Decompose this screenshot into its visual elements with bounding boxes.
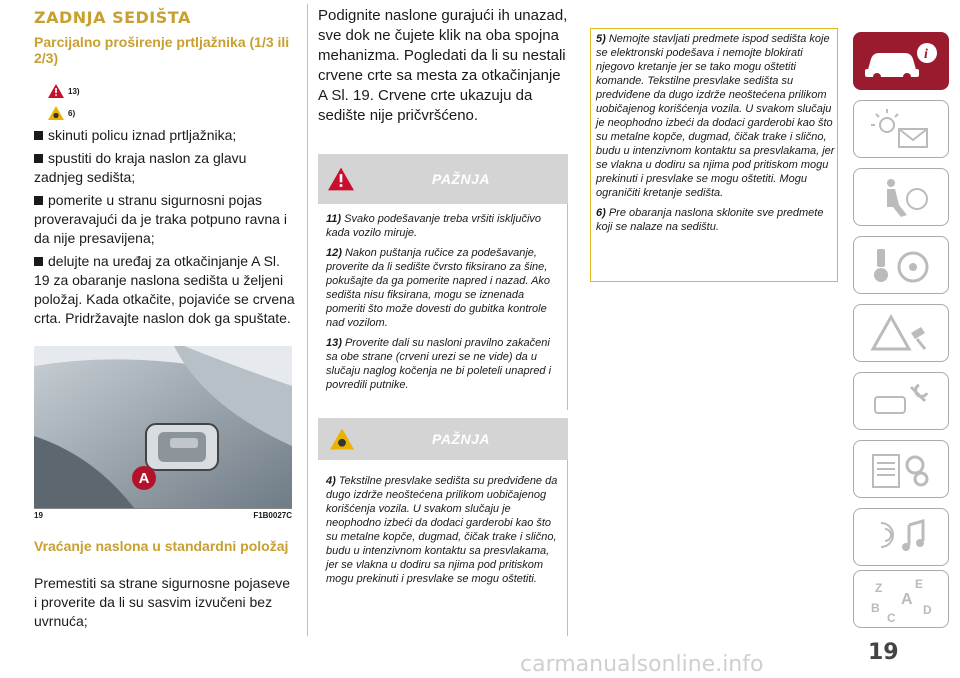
- callout-a-label: A: [138, 469, 150, 487]
- warning-triangle-icon: [328, 167, 354, 191]
- svg-text:i: i: [924, 47, 928, 62]
- note-item: [596, 32, 836, 200]
- checkbox-bullet-icon: [34, 196, 43, 205]
- step-item: [34, 252, 296, 328]
- alphabet-index-icon: [861, 574, 941, 624]
- subtitle-restore: Vraćanje naslona u standardni položaj: [34, 538, 289, 554]
- step-item: [34, 126, 296, 145]
- warning-item: [326, 246, 564, 330]
- warning-ref-1: [48, 84, 80, 98]
- step-item: [34, 191, 296, 248]
- svg-text:E: E: [915, 577, 924, 591]
- figure-caption: [34, 508, 292, 520]
- warning-header-2: [318, 418, 568, 460]
- warning-item: [326, 336, 564, 392]
- service-gear-icon: [861, 447, 941, 491]
- warning-title: PAŽNJA: [432, 171, 490, 187]
- dashboard-lights-icon: [861, 107, 941, 151]
- sidebar-tab-technical[interactable]: [853, 440, 949, 498]
- checkbox-bullet-icon: [34, 257, 43, 266]
- restore-paragraph-2: Podignite naslone gurajući ih unazad, sve dok ne čujete klik na oba spojna mehanizma. Pogledati da li su nestali crvene crte sa mesta za otkačinjanje A Sl. 19. Crvene crte ukazuju da sedište nije pričvršćeno.: [318, 7, 568, 124]
- note-item-text: Nemojte stavljati predmete ispod sedišta koje se elektronski podešava i nemojte blokirati njegovo kretanje jer se tako mogu oštetiti komande. Tekstilne presvlake sedišta su predviđene da dugo izdrže neoštećena prilikom uobičajenog korišćenja vozila. U svakom slučaju je neophodno izbeći da dodaci garderobi kao što su metalne kopče, dugmad, čičak trake i slično, budu u intenzivnom kontaktu sa presvlakama, jer se vlakna u dodiru sa njima pod pritiskom mogu prekinuti i presvlake se mogu oštetiti. Mogu ograničiti kretanje sedišta.: [596, 33, 835, 199]
- car-info-icon: [861, 39, 941, 83]
- figure-number: 19: [34, 511, 43, 520]
- watermark: carmanualsonline.info: [520, 652, 764, 677]
- notes-body: [596, 32, 836, 240]
- step-text: pomerite u stranu sigurnosni pojas proveravajući da je traka potpuno ravna i da nije presavijena;: [34, 192, 287, 246]
- figure-code: F1B0027C: [253, 511, 292, 520]
- sidebar-tab-car-info[interactable]: [853, 32, 949, 90]
- warning-header-1: [318, 154, 568, 204]
- sidebar-tab-index[interactable]: [853, 570, 949, 628]
- warning-item-num: 13): [326, 337, 342, 349]
- warning-body-2: [326, 474, 560, 592]
- section-title: ZADNJA SEDIŠTA: [34, 8, 191, 27]
- key-steering-icon: [861, 243, 941, 287]
- music-nav-icon: [861, 515, 941, 559]
- warning-item-num: 4): [326, 475, 336, 487]
- warning-ref-label: 6): [68, 108, 76, 118]
- step-text: skinuti policu iznad prtljažnika;: [48, 127, 237, 143]
- warning-triangle-icon: [48, 84, 64, 98]
- sidebar-tab-starting[interactable]: [853, 236, 949, 294]
- warning-ref-label: 13): [68, 86, 80, 96]
- warning-item: [326, 212, 564, 240]
- callout-a: [132, 466, 156, 490]
- seat-release-illustration: [34, 346, 292, 508]
- warning-item-text: Tekstilne presvlake sedišta su predviđene da dugo izdrže neoštećena prilikom uobičajenog korišćenja vozila. U svakom slučaju je neophodno izbeći da dodaci garderobi kao što su metalne kopče, dugmad, čičak trake i slično, budu u intenzivnom kontaktu sa presvlakama, jer se vlakna u dodiru sa njima pod pritiskom mogu prekinuti i presvlake se mogu oštetiti.: [326, 475, 558, 585]
- caution-triangle-icon: [330, 428, 354, 450]
- tools-car-icon: [861, 379, 941, 423]
- checkbox-bullet-icon: [34, 131, 43, 140]
- sidebar-tab-dashboard[interactable]: [853, 100, 949, 158]
- subtitle: Parcijalno proširenje prtljažnika (1/3 ili 2/3): [34, 34, 290, 66]
- sidebar-tab-safety[interactable]: [853, 168, 949, 226]
- seat-release-figure: [34, 346, 292, 508]
- airbag-seat-icon: [861, 175, 941, 219]
- svg-text:A: A: [901, 591, 913, 608]
- step-text: delujte na uređaj za otkačinjanje A Sl. 19 za obaranje naslona sedišta u željeni položaj. Kada otkačite, pojaviće se crvena crta. Pridržavajte naslon dok ga spuštate.: [34, 253, 295, 326]
- sidebar-tab-maintenance[interactable]: [853, 372, 949, 430]
- sidebar-tab-emergency[interactable]: [853, 304, 949, 362]
- warning-item-num: 12): [326, 247, 342, 259]
- warning-item-text: Proverite dali su nasloni pravilno zakačeni sa obe strane (crveni urezi se ne vide) da u slučaju naglog kočenja ne bi poleteli unapred i povredili putnike.: [326, 337, 552, 391]
- warning-item-num: 11): [326, 213, 342, 225]
- sidebar-tab-multimedia[interactable]: [853, 508, 949, 566]
- warning-item-text: Nakon puštanja ručice za podešavanje, proverite da li sedište čvrsto fiksirano za šine, pokušajte da ga pomerite napred i nazad. Ako sedišta nisu fiksirana, mogu se iznenada pomeriti što može dovesti do gubitka kontrole nad vozilom.: [326, 247, 551, 329]
- warning-box-border: [567, 204, 568, 410]
- warning-ref-2: [48, 106, 75, 120]
- column-divider: [307, 4, 308, 636]
- note-item-text: Pre obaranja naslona sklonite sve predmete koji se nalaze na sedištu.: [596, 207, 824, 233]
- step-text: spustiti do kraja naslon za glavu zadnjeg sedišta;: [34, 150, 247, 185]
- warning-item-text: Svako podešavanje treba vršiti isključivo kada vozilo miruje.: [326, 213, 542, 239]
- caution-triangle-icon: [48, 106, 64, 120]
- step-item: [34, 149, 296, 187]
- warning-body-1: [326, 212, 564, 398]
- page-number: 19: [868, 640, 899, 665]
- svg-text:D: D: [923, 603, 932, 617]
- warning-title: PAŽNJA: [432, 431, 490, 447]
- note-item-num: 6): [596, 207, 606, 219]
- note-item: [596, 206, 836, 234]
- steps-list: [34, 126, 296, 332]
- svg-text:B: B: [871, 601, 880, 615]
- note-item-num: 5): [596, 33, 606, 45]
- checkbox-bullet-icon: [34, 154, 43, 163]
- svg-text:Z: Z: [875, 581, 883, 595]
- svg-text:C: C: [887, 611, 896, 624]
- warning-item: [326, 474, 560, 586]
- restore-paragraph: Premestiti sa strane sigurnosne pojaseve i proverite da li su sasvim izvučeni bez uvrnuća;: [34, 575, 291, 629]
- warning-box-border: [567, 460, 568, 636]
- warning-triangle-icon: [861, 311, 941, 355]
